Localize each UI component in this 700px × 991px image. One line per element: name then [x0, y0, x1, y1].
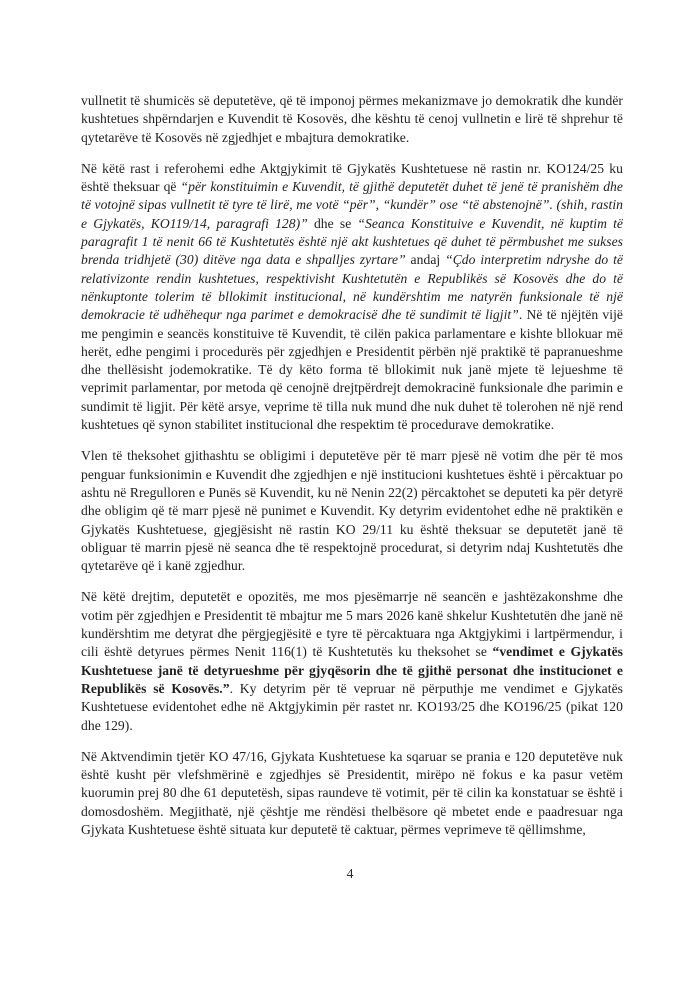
text-run: Vlen të theksohet gjithashtu se obligimi i deputetëve për të marr pjesë në votim dhe për të mos penguar funksionimin e Kuvendit dhe zgjedhjen e një institucioni kushtetues është i përcaktuar po ashtu në Rregulloren e Punës së Kuvendit, ku në Nenin 22(2) përcaktohet se deputeti ka për detyrë dhe obligim që të marr pjesë në punimet e Kuvendit. Ky detyrim evidentohet edhe në praktikën e Gjykatës Kushtetuese, gjegjësisht në rastin KO 29/11 ku është theksuar se deputetët janë të obliguar të marrin pjesë në seanca dhe të respektojnë procedurat, si detyrim ndaj Kushtetutës dhe qytetarëve që i kanë zgjedhur.	[81, 448, 623, 574]
text-run: Në Aktvendimin tjetër KO 47/16, Gjykata Kushtetuese ka sqaruar se prania e 120 deputetëve nuk është kusht për vlefshmërinë e zgjedhjes së Presidentit, mirëpo në fokus e ka pasur vetëm kuorumin prej 80 dhe 61 deputetësh, sipas raundeve të votimit, për të cilin ka konstatuar se është i domosdoshëm. Megjithatë, një çështje me rëndësi thelbësore që mbetet ende e paadresuar nga Gjykata Kushtetuese është situata kur deputetë të caktuar, përmes veprimeve të qëllimshme,	[81, 748, 623, 837]
text-run: Në këtë rast i referohemi edhe Aktgjykimit të Gjykatës Kushtetuese në rastin nr. KO124/25 ku është theksuar që	[81, 160, 623, 195]
text-run: . Në të njëjtën vijë me pengimin e seancës konstituive të Kuvendit, të cilën pakica parlamentare e kishte bllokuar më herët, edhe pengimi i procedurës për zgjedhjen e Presidentit përbën një praktikë të papranueshme dhe thellësisht jodemokratike. Të dy këto forma të bllokimit nuk janë mjete të lejueshme të veprimit parlamentar, por metoda që cenojnë drejtpërdrejt demokracinë funksionale dhe parimin e sundimit të ligjit. Për këtë arsye, veprime të tilla nuk mund dhe nuk duhet të tolerohen në një rend kushtetues që synon stabilitet institucional dhe respektim të procedurave demokratike.	[81, 307, 623, 433]
text-run: “Seanca Konstituive e Kuvendit, në kuptim të paragrafit 1 të nenit 66 të Kushtetutës është një akt kushtetues që duhet të përmbushet me sukses brenda tridhjetë (30) ditëve nga data e shpalljes zyrtare”	[81, 215, 624, 268]
text-run: vullnetit të shumicës së deputetëve, që të imponoj përmes mekanizmave jo demokratik dhe kundër kushtetues shpërndarjen e Kuvendit të Kosovës, dhe kështu të cenoj vullnetin e lirë të shprehur të qytetarëve të Kosovës në zgjedhjet e mbajtura demokratike.	[81, 93, 623, 145]
document-body	[81, 92, 623, 852]
text-run: “vendimet e Gjykatës Kushtetuese janë të detyrueshme për gjyqësorin dhe të gjithë personat dhe institucionet e Republikës së Kosovës.”	[81, 644, 624, 696]
text-run: Në këtë drejtim, deputetët e opozitës, me mos pjesëmarrje në seancën e jashtëzakonshme dhe votim për zgjedhjen e Presidentit të mbajtur me 5 mars 2026 kanë shkelur Kushtetutën dhe janë në kundërshtim me detyrat dhe përgjegjësitë e tyre të përcaktuara nga Aktgjykimi i lartpërmendur, i cili është detyrues përmes Nenit 116(1) të Kushtetutës ku theksohet se	[81, 589, 623, 660]
paragraph	[81, 588, 623, 734]
page-number: 4	[346, 866, 354, 881]
paragraph	[81, 92, 623, 147]
text-run: dhe se	[307, 215, 358, 231]
text-run: . Ky detyrim për të vepruar në përputhje me vendimet e Gjykatës Kushtetuese evidentohet edhe në Aktgjykimin për rastet nr. KO193/25 dhe KO196/25 (pikat 120 dhe 129).	[81, 680, 623, 733]
paragraph	[81, 160, 623, 434]
text-run: “për konstituimin e Kuvendit, të gjithë deputetët duhet të jenë të pranishëm dhe të votojnë sipas vullnetit të tyre të lirë, me votë “për”, “kundër” ose “të abstenojnë”. (shih, rastin e Gjykatës, KO119/14, paragrafi 128)”	[81, 179, 623, 231]
paragraph	[81, 748, 623, 839]
text-run: “Çdo interpretim ndryshe do të relativizonte rendin kushtetues, respektivisht Kushtetutën e Republikës së Kosovës dhe do të nënkuptonte tolerim të bllokimit institucional, në kundërshtim me natyrën funksionale të një demokracie të udhëhequr nga parimet e demokracisë dhe të sundimit të ligjit”	[81, 252, 623, 323]
paragraph	[81, 447, 623, 575]
text-run: andaj	[405, 252, 446, 268]
